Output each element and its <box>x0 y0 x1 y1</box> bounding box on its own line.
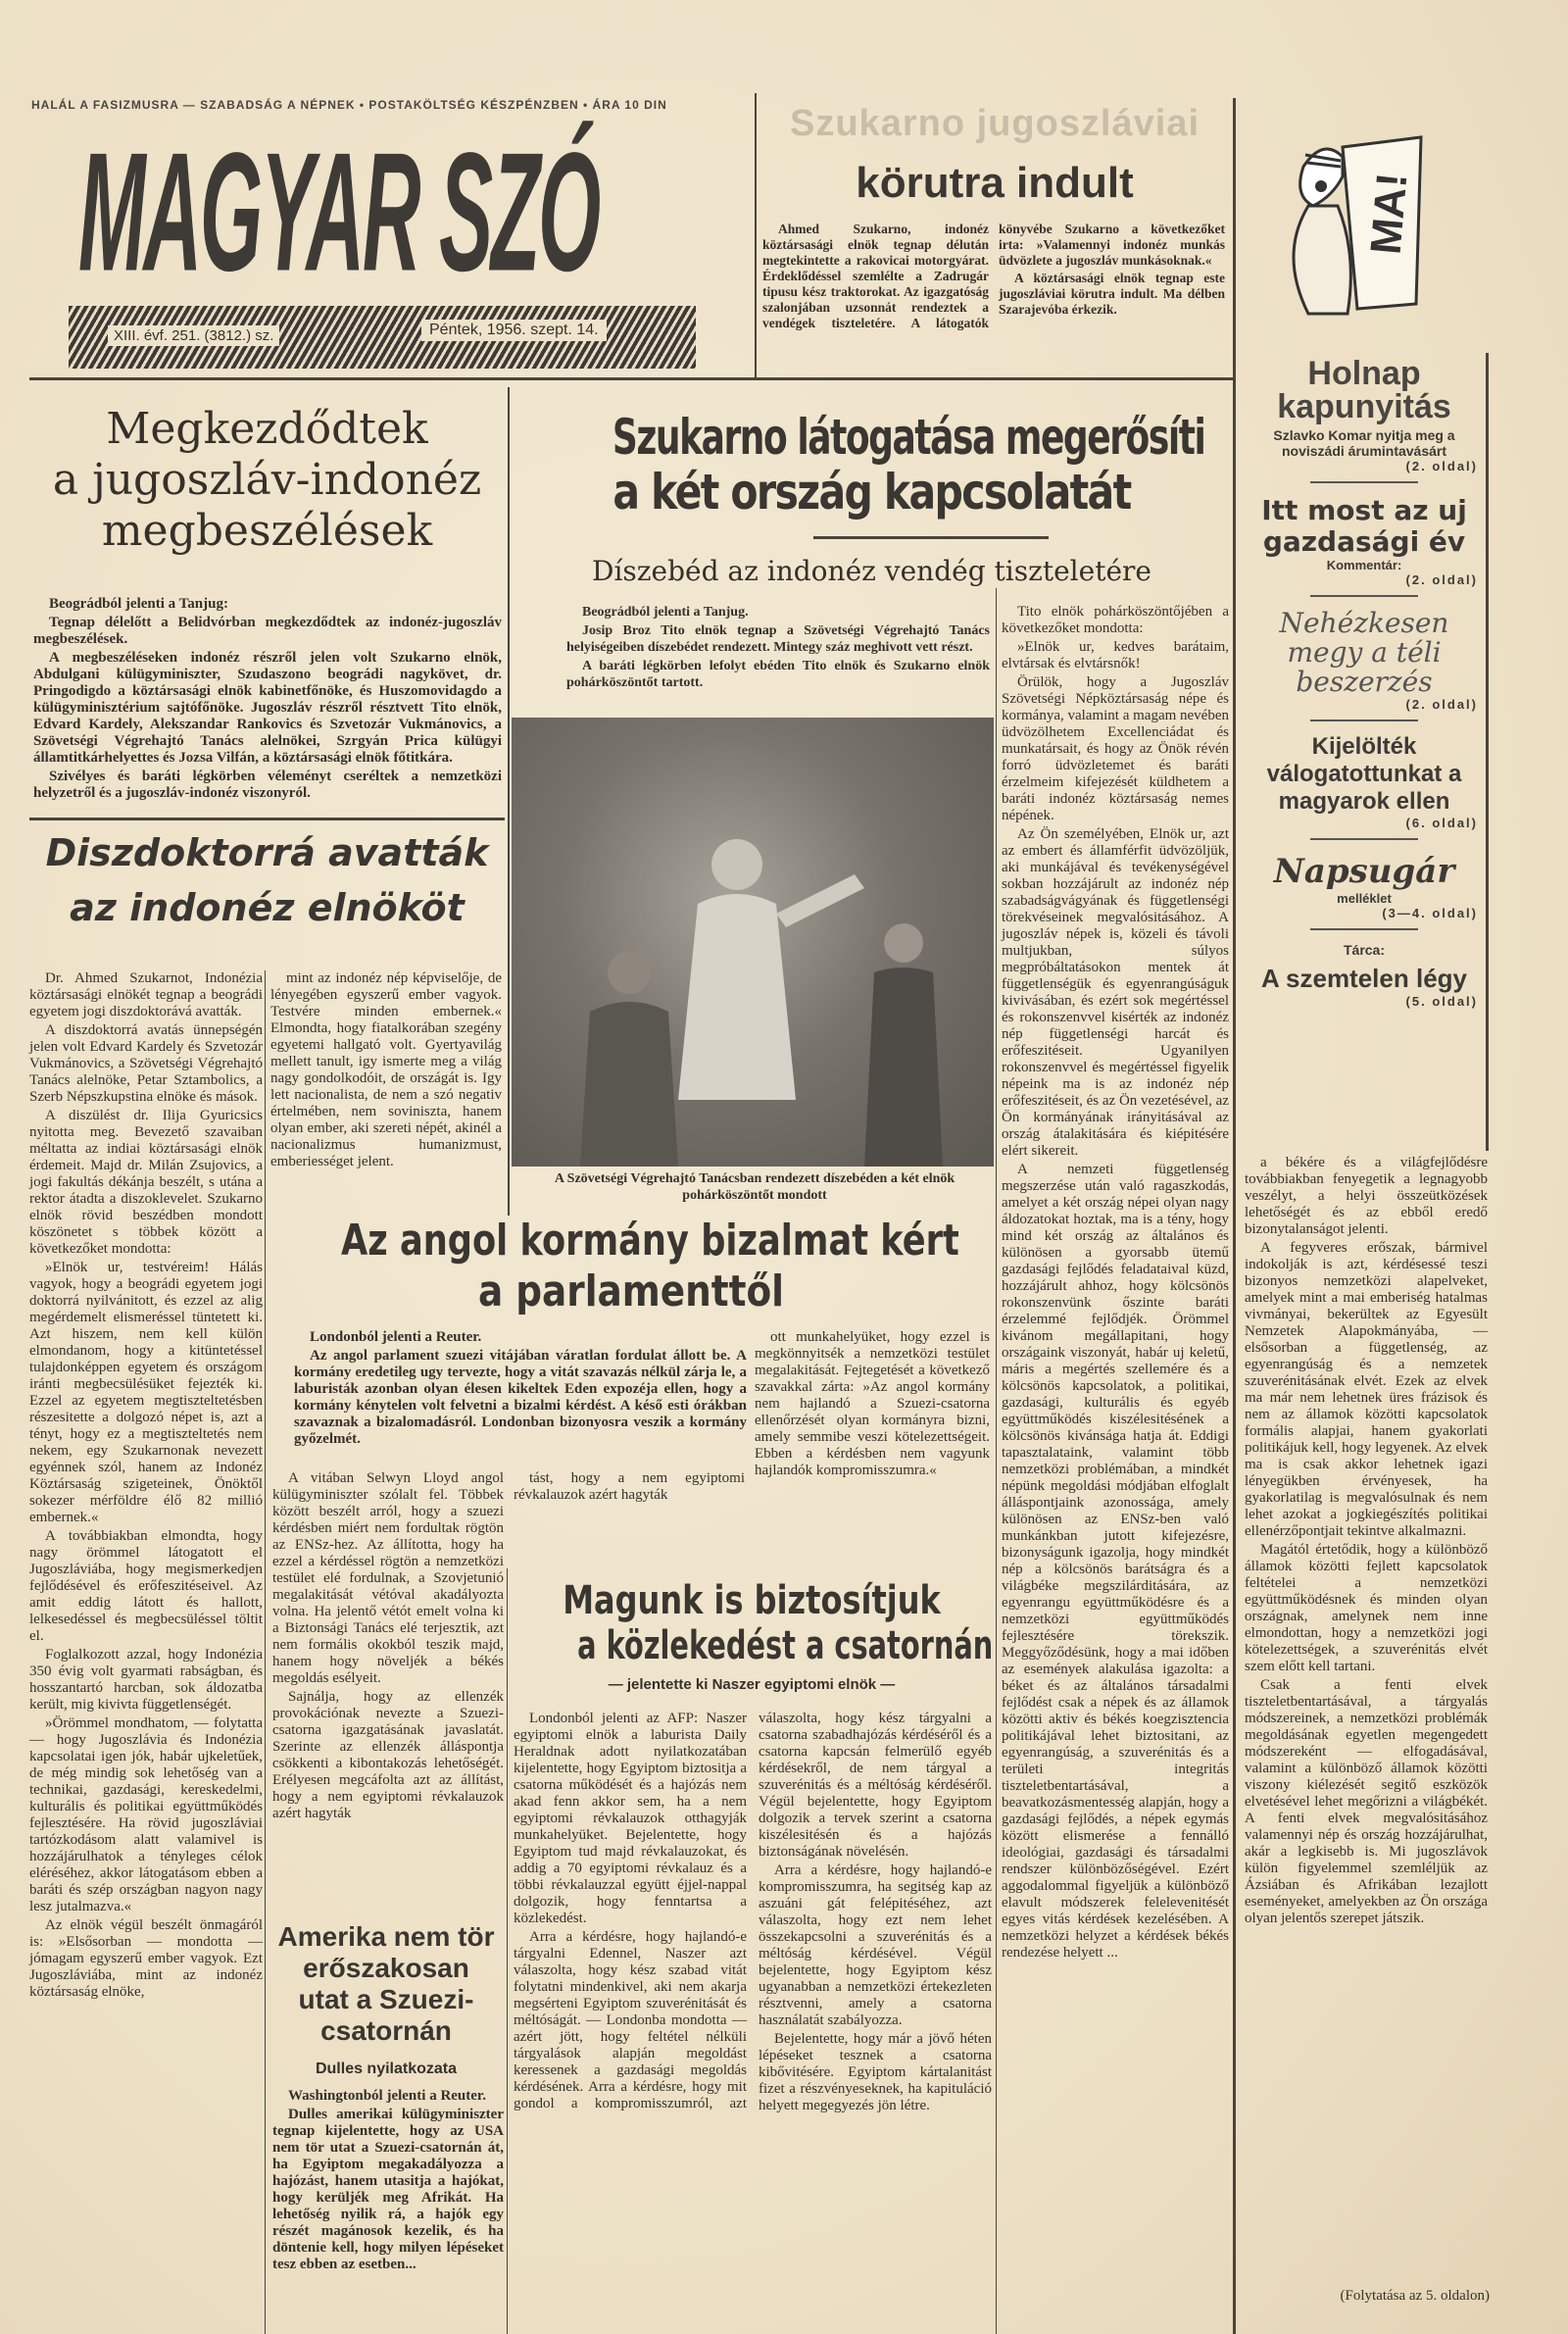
divider <box>29 377 1233 380</box>
top-article-title: körutra indult <box>856 159 1134 207</box>
teaser-sub: Kommentár: <box>1326 558 1402 572</box>
cartoon <box>1264 127 1431 333</box>
continued-note: (Folytatása az 5. oldalon) <box>1340 2288 1490 2304</box>
teaser-page: (3—4. oldal) <box>1382 906 1478 920</box>
photo-presidents-icon <box>512 718 994 1167</box>
uk-col-b <box>514 1470 745 1506</box>
teaser-page: (2. oldal) <box>1405 697 1478 712</box>
talks-headline <box>29 404 505 557</box>
doctor-headline <box>29 825 505 935</box>
teaser[interactable] <box>1243 357 1486 483</box>
paragraph: A nemzeti függetlenség megszerzése után való ragaszkodás, amelyet a két ország népei olyan nagy áldozatokat hoztak, ma is a tény, hogy mind két ország az általános és különösen a gyorsabb ütemű gazdasági fejlődés feladataival küzd, hozzájárult ahhoz, hogy kölcsönös rokonszenvünk őszinte baráti érzelemmé fejlődjék. Örömmel kivánom megállapitani, hogy országaink viszonyát, habár uj keletű, máris a megértés szellemére és a kölcsönös kapcsolatok, a politikai, gazdasági, kulturális és egyéb együttműködés kiszélesitésének a kölcsönös kivánsága hatja át. Eddigi tapasztalataink, valamint több nemzetközi problémában, a mindkét népünk megoldási módjában elfoglalt álláspontjaink azonossága, amely különösen az ENSz-ben való munkánkban jutott kifejezésre, bizonyságunk igazolja, hogy mindkét nép a kölcsönös barátságra és a világbéke megszilárditására, az egyenrangu együttműködésre és a nemzetközi együttműködés fejlesztésére törekszik. Meggyőződésünk, hogy a mai időben az események alakulása igazolta: a béket és az általános társadalmi fejlődést csak a népek és az államok közötti aktiv és békés koegzisztencia politikájával lehet biztositani, az egyenrangúság, a szuverénitás és a területi integritás tiszteletbentartásával, a beavatkozásmentesség alapján, hogy a gazdasági fejlődés, a népek egymás között elismerése a fennálló ideológiai, gazdasági és társadalmi rendszer különbözőségével. Ezért aggodalommal figyeljük a különböző elavult módszerek felelevenitését egyes vitás kérdések kezelésében. A nemzetközi helyzet a kérdések békés rendezése helyett ... <box>1002 1162 1229 1961</box>
paragraph: A vitában Selwyn Lloyd angol külügyminiszter szólalt fel. Többek között beszélt arról, hogy a szuezi kérdésben miért nem fordultak rögtön az ENSz-hez. Az állította, hogy ha ezzel a kérdéssel rögtön a nemzetközi testület elé fordulnak, a Szovjetunió megalakitását vétóval akadályozta volna. Ha jelentő vétót emelt volna ki a Biztonsági Tanács elé terjesztik, azt nem formális okokból teszik majd, hanem hogy növeljék a békés megoldás esélyeit. <box>272 1470 504 1686</box>
main-intro <box>566 604 990 693</box>
paragraph: Szivélyes és baráti légkörben véleményt cseréltek a nemzetközi helyzetről és a jugoszláv-indonéz viszonyról. <box>33 769 502 801</box>
paragraph: Londonból jelenti a Reuter. <box>310 1329 482 1345</box>
paragraph: Az angol parlament szuezi vitájában váratlan fordulat állott be. A kormány eredetileg ugy tervezte, hogy a vitát szavazás nélkül zárja le, a laburisták azonban olyan élesen kikeltek Eden expozéja ellen, hogy a kormány kénytelen volt felvetni a bizalmi kérdést. A késő esti órákban szavaznak a bizalomadásról. Londonban bizonyosra veszik a kormány győzelmét. <box>294 1348 747 1447</box>
headline-line: a parlamenttől <box>477 1266 785 1316</box>
top-strip: HALÁL A FASIZMUSRA — SZABADSÁG A NÉPNEK • POSTAKÖLTSÉG KÉSZPÉNZBEN • ÁRA 10 DIN <box>31 98 667 112</box>
us-subtitle: Dulles nyilatkozata <box>315 2061 458 2077</box>
cartoon-figure-icon <box>1264 127 1431 333</box>
teaser-title: Itt most az uj gazdasági év <box>1261 494 1467 558</box>
paragraph: Dulles amerikai külügyminiszter tegnap kijelentette, hogy az USA nem tör utat a Szuezi-csatornán át, ha Egyiptom megakadályozza a hajózást, hanem utasitja a hajókat, hogy kerüljék meg Afrikát. Ha lehetőség nyilik rá, a hajók egy részét magánosok kezelik, és ha döntenie kell, hogy milyen lépéseket tesz ebben az esetben... <box>272 2107 504 2272</box>
paragraph: a békére és a világfejlődésre továbbiakban fenyegetik a legnagyobb veszélyt, a helyi összeütközések lehetőségét és az ebből eredő bizonytalanságot jelenti. <box>1245 1155 1488 1237</box>
headline-line: Szukarno látogatása megerősíti <box>612 410 1205 466</box>
us-body <box>272 2088 504 2275</box>
paragraph: Josip Broz Tito elnök tegnap a Szövetségi Végrehajtó Tanács helyiségeiben díszebédet rendezett. Mintegy száz meghivott vett részt. <box>566 623 990 655</box>
teaser[interactable] <box>1243 733 1486 840</box>
paragraph: A megbeszéléseken indonéz részről jelen volt Szukarno elnök, Abdulgani külügyminiszter, Szudaszono beográdi nagykövet, dr. Pringodigdo a köztársasági elnök kabinetfőnöke, és Huszomovidagdo a külügyminisztérium sajtófőnöke. Jugoszláv részről résztvett Tito elnök, Edvard Kardely, Alekszandar Rankovics és Szvetozár Vukmánovics, a Szövetségi Végrehajtó Tanács alelnökei, Szrgyán Prica külügyi államtitkárhelyettes és Jozsa Vilfán, a köztársasági elnök főtitkára. <box>33 650 502 766</box>
photo <box>512 718 994 1167</box>
paragraph: A diszdoktorrá avatás ünnepségén jelen volt Edvard Kardely és Szvetozár Vukmánovics, a Szövetségi Végrehajtó Tanács alelnöke, Petar Sztambolics, a Szerb Népszkupstina elnöke és mások. <box>29 1022 263 1105</box>
headline-line: Az angol kormány bizalmat kért <box>341 1216 959 1266</box>
headline-line: Amerika nem tör erőszakosan <box>277 1921 495 1983</box>
paragraph: »Örömmel mondhatom, — folytatta — hogy Jugoszlávia és Indonézia kapcsolatai igen jók, habár ujkeletűek, de még mindig sok lehetőség van a technikai, gazdasági, kereskedelmi, kulturális és politikai együttműködés fejlesztésére. Ha rövid jugoszláviai tartózkodásom alatt valamivel is hozzájárulhatok a tényleges célok eléréséhez, akkor látogatásom ebben a baráti és szép országban nagyon nagy lesz jutalmazva.« <box>29 1715 263 1914</box>
teaser-box <box>1243 353 1489 1151</box>
headline-line: Magunk is biztosítjuk <box>563 1578 941 1623</box>
doctor-col1 <box>29 970 263 2003</box>
paragraph: Tegnap délelőtt a Belidvórban megkezdődtek az indonéz-jugoszláv megbeszélések. <box>33 615 502 647</box>
teaser-page: (6. oldal) <box>1405 816 1478 830</box>
teaser-title: Nehézkesen megy a téli beszerzés <box>1279 607 1449 698</box>
teaser-page: (2. oldal) <box>1405 572 1478 587</box>
paragraph: A köztársasági elnök tegnap este jugoszláviai körutra indult. Ma délben Szarajevóba érkezik. <box>999 271 1225 317</box>
headline-line: a közlekedést a csatornán <box>577 1623 994 1668</box>
headline-line: az indonéz elnököt <box>70 886 465 929</box>
talks-body <box>33 596 502 804</box>
paragraph: Sajnálja, hogy az ellenzék provokációnak nevezte a Szuezi-csatorna igazgatásának javaslatát. Szerinte az ellenzék álláspontja csökkenti a kibontakozás lehetőségét. Erélyesen megcáfolta azt az állítást, hogy a nem egyiptomi révkalauzok azért hagyták <box>272 1689 504 1821</box>
us-headline <box>269 1921 504 2047</box>
paragraph: Arra a kérdésre, hogy hajlandó-e kompromisszumra, ha segitség kap az aszuáni gát felépitéséhez, azt válaszolta, hogy ezt nem lehet összekapcsolni a szuverénitás és a méltóság kérdésével. Végül bejelentette, hogy Egyiptom kész ugyanabban a nemzetközi értekezleten résztvenni, amely a csatorna használatát szabályozza. <box>759 1862 992 2028</box>
uk-col3 <box>755 1329 990 1481</box>
nasser-headline <box>510 1578 994 1668</box>
teaser[interactable] <box>1243 609 1486 721</box>
paragraph: tást, hogy a nem egyiptomi révkalauzok azért hagyták <box>514 1470 745 1503</box>
right-column-body <box>1245 1155 1488 1929</box>
uk-intro <box>294 1329 747 1450</box>
main-headline <box>512 410 1232 520</box>
teaser[interactable] <box>1243 495 1486 597</box>
paragraph: Ahmed Szukarno, indonéz köztársasági elnök tegnap délután megtekintette a rakovicai motorgyárat. Érdeklődéssel szemlélte a Zadrugár tipusu kész traktorokat. Az igazgatóság szalonjában uzsonnát rendeztek a vendégek tiszteletére. A látogatók könyvébe Szukarno a következőket irta: »Valamennyi indonéz munkás üdvözlete a jugoszláv munkásoknak.« <box>762 222 1225 330</box>
paragraph: Beográdból jelenti a Tanjug. <box>582 605 749 620</box>
nasser-subtitle: — jelentette ki Naszer egyiptomi elnök — <box>608 1676 896 1693</box>
paragraph: »Elnök ur, testvéreim! Hálás vagyok, hogy a beográdi egyetem jogi doktorrá nyilvánitott, és ezzel az alig megérdemelt elismeréssel tüntetett ki. Azt hiszem, nem kell külön elmondanom, hogy a kitüntetéssel tulajdonképpen egyetem és országom iránti megbecsülésüket fejezték ki. Ezzel az egyetem megtiszteltetésben részesitette a dolgozó népet is, azt a tényt, hogy ez a megtiszteltetés nem nekem, egy Szukarnonak nevezett egyénnek szól, hanem az Indonéz Köztársaság szigeteinek, Önöktől sokezer mérföldre élő 82 millió embernek.« <box>29 1260 263 1525</box>
divider <box>1233 98 1236 2334</box>
paragraph: A baráti légkörben lefolyt ebéden Tito elnök és Szukarno elnök pohárköszöntőt tartott. <box>566 659 990 690</box>
teaser-sub: Szlavko Komar nyitja meg a noviszádi árumintavásárt <box>1273 427 1455 459</box>
teaser-title: Napsugár <box>1273 852 1455 891</box>
top-article-kicker: Szukarno jugoszláviai <box>790 103 1200 144</box>
paragraph: Dr. Ahmed Szukarnot, Indonézia köztársasági elnökét tegnap a beográdi egyetem jogi diszdoktorává avatták. <box>29 970 263 1019</box>
masthead-band <box>69 306 696 369</box>
paragraph: Bejelentette, hogy már a jövő héten lépéseket tesznek a csatorna kibővitésére. Egyiptom kártalanitást fizet a részvényeseknek, ha kapituláció helyett megegyezés jön létre. <box>759 2031 992 2113</box>
paragraph: Magától értetődik, hogy a különböző államok közötti fejlett kapcsolatok feltételei a nemzetközi együttműködésnek és minden olyan országnak, amelynek nem inne elmondottan, hogy a nemzetközi jogi kötelezettségek, a szuverénitás elvét szem előtt kell tartani. <box>1245 1542 1488 1674</box>
divider <box>813 536 1049 539</box>
uk-headline <box>269 1216 994 1317</box>
paragraph: Csak a fenti elvek tiszteletbentartásával, a tárgyalás módszereinek, a nemzetközi problémák megoldásának egyetlen megengedett módszereként — elfogadásával, valamint a különböző államok közötti viszony kiélezését segitő eszközök elvetésével lehet megőrizni a világbékét. A fenti elvek megvalósitásához valamennyi nép és ország hozzájárulhat, akár a legkisebb is. Mi jugoszlávok külön figyelemmel szemléljük az Ázsiában és Afrikában lezajlott eseményeket, amelyekben az Ön országa olyan jelentős szerepet játszik. <box>1245 1677 1488 1926</box>
paragraph: Foglalkozott azzal, hogy Indonézia 350 évig volt gyarmati rabságban, és hosszantartó harcban, sok áldozatba került, mig kivivta függetlenségét. <box>29 1647 263 1713</box>
paragraph: mint az indonéz nép képviselője, de lényegében egyszerű ember vagyok. Testvére minden embernek.« Elmondta, hogy fiatalkorában szegény egyetemi hallgató volt. Gyertyavilág mellett tanult, igy ismerte meg a világ nagy gondolkodóit, de országát is. Igy lett nacionalista, de nem a szó negativ értelmében, nem soviniszta, hanem olyan ember, aki szereti népét, akinél a nacionalizmus humanizmust, emberiességet jelent. <box>270 970 502 1169</box>
teaser[interactable] <box>1243 852 1486 930</box>
paragraph: A diszülést dr. Ilija Gyuricsics nyitotta meg. Bevezető szavaiban méltatta az indiai köztársasági elnök érdemeit. Majd dr. Milán Zsujovics, a jogi fakultás dékánja beszélt, s utána a rektor átadta a diszoklevelet. Szukarno elnök rövid beszédben mondott köszönetet s többek között a következőket mondotta: <box>29 1108 263 1257</box>
divider <box>996 588 997 2334</box>
headline-line: a két ország kapcsolatát <box>612 464 1131 520</box>
paragraph: Tito elnök pohárköszöntőjében a következőket mondotta: <box>1002 604 1229 636</box>
headline-line: Diszdoktorrá avatták <box>45 831 489 874</box>
teaser-page: (2. oldal) <box>1405 459 1478 473</box>
teaser-title: Kijelölték válogatottunkat a magyarok ellen <box>1266 733 1462 815</box>
masthead-title: MAGYAR SZÓ <box>78 117 600 307</box>
issue-date: Péntek, 1956. szept. 14. <box>421 320 607 341</box>
top-article-body <box>762 222 1225 331</box>
nasser-body <box>514 1711 992 2114</box>
paragraph: Az Ön személyében, Elnök ur, azt az embert és államférfit üdvözöljük, aki munkájával és tevékenységével sokban hozzájárult az indonéz nép szabadságvágyának és függetlenségi törekvéseinek megvalósitásához. A jugoszláv népek is, közeli és távoli multjukban, súlyos megpróbáltatásokon mentek át függetlenségük és egyenrangúságuk kivivásában, és ezért sok megértéssel és rokonszenvvel kisérték az indonéz nép függetlenségi harcát és erőfeszitéseit. Ugyanilyen rokonszenvvel és megértéssel figyelik népeink ma is az indonéz nép erőfeszitéseit, és az Ön vezetésével, az Ön kormányának irányitásával az ország átalakitására és kiépitésére elért sikereit. <box>1002 826 1229 1159</box>
cartoon-label: MA! <box>1361 171 1417 257</box>
paragraph: Örülök, hogy a Jugoszláv Szövetségi Népköztársaság népe és kormánya, valamint a magam nevében üdvözölhetem Excellenciádat és munkatársait, és hogy az Önök révén forró üdvözletemet és baráti érzelmeim kifejezését küldhetem a baráti indonéz köztársaság nemes népének. <box>1002 674 1229 823</box>
divider <box>265 970 266 2334</box>
uk-col-a <box>272 1470 504 1824</box>
divider <box>508 387 510 1216</box>
teaser-title: A szemtelen légy <box>1260 964 1467 993</box>
paragraph: Az elnök végül beszélt önmagáról is: »Elsősorban — mondotta — jómagam egyszerű ember vagyok. Ezt Jugoszláviába, mint az indonéz köztársaság elnöke, <box>29 1917 263 2000</box>
headline-line: a jugoszláv-indonéz <box>52 455 482 505</box>
teaser-title: Holnap kapunyitás <box>1277 355 1451 425</box>
paragraph: »Elnök ur, kedves barátaim, elvtársak és elvtársnők! <box>1002 639 1229 671</box>
teaser[interactable] <box>1243 942 1486 1009</box>
headline-line: utat a Szuezi-csatornán <box>298 1984 474 2046</box>
issue-number: XIII. évf. 251. (3812.) sz. <box>108 325 279 346</box>
headline-line: Megkezdődtek <box>106 404 428 454</box>
divider <box>507 1568 508 2334</box>
teaser-sub: melléklet <box>1337 891 1392 906</box>
main-speech <box>1002 604 1229 1963</box>
paragraph: Londonból jelenti az AFP: Naszer egyiptomi elnök a laburista Daily Heraldnak adott nyilatkozatában kijelentette, hogy Egyiptom biztositja a csatorna működését és a hajózás nem akad fenn akkor sem, ha a nem egyiptomi révkalauzok otthagyják munkahelyüket. Bejelentette, hogy Egyiptom tud majd révkalauzokat, és addig a 70 egyiptomi révkalauz és a többi révkalauzzal együtt éjjel-nappal dolgozik, hogy fenntartsa a közlekedést. <box>514 1711 747 1926</box>
divider <box>29 818 505 820</box>
paragraph: A fegyveres erőszak, bármivel indokolják is azt, kérdésessé teszi bizonyos nemzetközi alapelveket, amelyek mint a mai emberiség hatalmas vivmányai, bekerültek az Egyesült Nemzetek Alapokmányába, — elsősorban a függetlenség, az egyenrangúság és a nemzetek szuverénitásának elvét. Ezek az elvek ma már nem lehetnek üres frázisok és nem az államok közötti kapcsolatok formális alapjai, hanem gyakorlati politikájuk kell, hogy legyenek. Az elvek ma is csak akkor lehetnek igazi lényegükben érvényesek, ha gyakorlatilag is megvalósulnak és nem lehet azokat a jogkiegészítés politikai ellenérzőpontjait tekintve alkalmazni. <box>1245 1240 1488 1539</box>
paragraph: Beográdból jelenti a Tanjug: <box>49 596 228 612</box>
teaser-sub: Tárca: <box>1343 942 1386 958</box>
paragraph: Arra a kérdésre, hogy hajlandó-e tárgyalni Edennel, Naszer azt válaszolta, hogy kész szabad vitát folytatni mindenkivel, aki nem akarja megsérteni Egyiptom szuverénitását és méltóságát. — Londonba mondotta — azért jött, hogy feltétel nélküli tárgyalások alapján megoldást keressenek a gazdasági megoldás kérdésének. Arra a kérdésre, hogy mit gondol a kompromisszumról, azt válaszolta, hogy kész tárgyalni a csatorna szabadhajózás kérdéséről és a csatorna kapcsán felmerülő egyéb kérdésekről, de nem tárgyal a szuverénitás és a méltóság kérdéséről. Végül bejelentette, hogy Egyiptom dolgozik a tervek szerint a csatorna kiszélesitésén és a hajózás biztonságának növelésén. <box>514 1711 992 2111</box>
teaser-page: (5. oldal) <box>1405 994 1478 1009</box>
photo-caption: A Szövetségi Végrehajtó Tanácsban rendezett díszebéden a két elnök pohárköszöntőt mondott <box>554 1171 956 1203</box>
paragraph: A továbbiakban elmondta, hogy nagy örömmel látogatott el Jugoszláviába, hogy megismerkedjen fejlődésével és erőfeszitéseivel. Az amit eddig látott és hallott, lelkesedéssel és megbecsüléssel töltit el. <box>29 1528 263 1644</box>
divider <box>755 93 757 377</box>
main-subtitle: Díszebéd az indonéz vendég tiszteletére <box>592 555 1152 587</box>
headline-line: megbeszélések <box>101 506 433 556</box>
paragraph: ott munkahelyüket, hogy ezzel is megkönnyitsék a nemzetközi testület megalakitását. Fejtegetését a következő szavakkal zárta: »Az angol kormány nem hajlandó a Szuezi-csatorna ellenőrzését olyan kormányra bizni, amely semmibe veszi kötelezettségeit. Ebben a kérdésben nem vagyunk hajlandók kompromisszumra.« <box>755 1329 990 1478</box>
paragraph: Washingtonból jelenti a Reuter. <box>288 2088 486 2104</box>
doctor-col2 <box>270 970 502 1172</box>
